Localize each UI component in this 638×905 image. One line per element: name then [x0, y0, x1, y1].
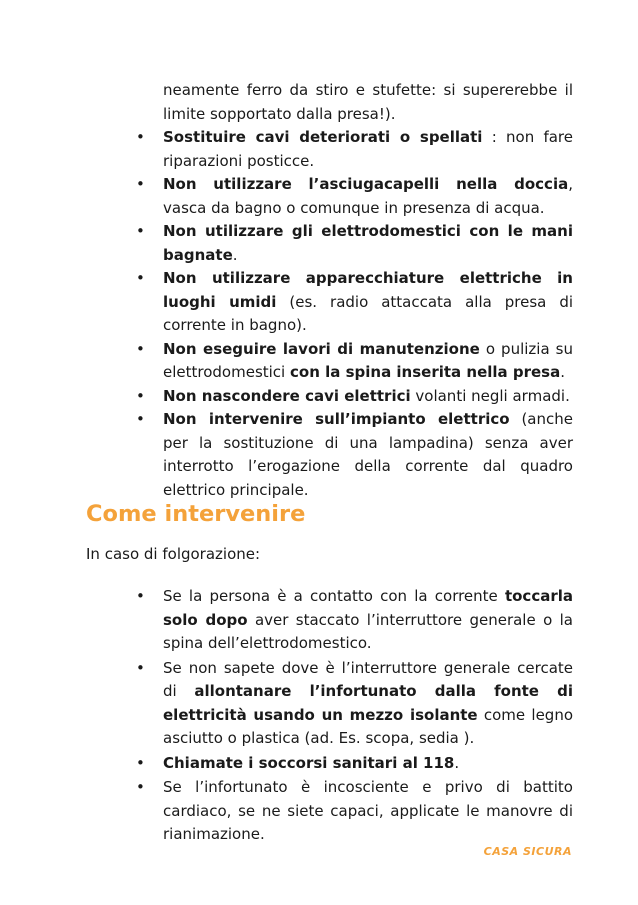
rule-text-2: . — [560, 363, 566, 381]
safety-rules-list — [136, 79, 574, 502]
bullet-icon: • — [136, 269, 145, 287]
rule-bold-text-2: con la spina inserita nella presa — [290, 363, 561, 381]
rule-bold-text: Non utilizzare apparecchiature elettriche in luoghi umidi — [163, 269, 573, 311]
list-item — [136, 657, 574, 751]
rule-text: (anche per la sostituzione di una lampadina) senza aver interrotto l’erogazione della corrente dal quadro elettrico principale. — [163, 410, 573, 499]
rule-text: o pulizia su elettrodomestici — [163, 339, 573, 381]
rule-text: (es. radio attaccata alla presa di corrente in bagno). — [163, 292, 574, 334]
rule-text: : non fare riparazioni posticce. — [163, 128, 573, 170]
bullet-icon: • — [136, 222, 145, 240]
bullet-icon: • — [136, 128, 145, 146]
step-text: Se l’infortunato è incosciente e privo di battito cardiaco, se ne siete capaci, applicate le manovre di rianimazione. — [163, 778, 573, 843]
rule-text: , vasca da bagno o comunque in presenza di acqua. — [163, 175, 573, 217]
list-item — [136, 408, 573, 502]
bullet-icon: • — [136, 658, 145, 677]
list-item — [136, 385, 573, 409]
list-item — [136, 752, 573, 776]
bullet-icon: • — [136, 410, 145, 428]
list-item — [136, 267, 574, 338]
footer-brand: CASA SICURA — [483, 845, 572, 858]
rule-bold-text: Non utilizzare gli elettrodomestici con le mani bagnate — [163, 222, 573, 264]
bullet-icon: • — [136, 175, 145, 193]
section-heading: Come intervenire — [86, 501, 306, 527]
intervention-steps-list — [136, 585, 574, 847]
rule-bold-text: Non nascondere cavi elettrici — [163, 386, 411, 405]
rule-bold-text: Non utilizzare l’asciugacapelli nella doccia — [163, 175, 569, 193]
step-text: Se non sapete dove è l’interruttore generale cercate di — [163, 658, 573, 700]
list-item — [136, 776, 573, 847]
list-item-continuation — [163, 79, 573, 126]
list-item — [136, 585, 573, 656]
rule-bold-text: Sostituire cavi deteriorati o spellati — [163, 128, 483, 146]
list-item — [136, 126, 573, 173]
step-text-2: come legno asciutto o plastica (ad. Es. scopa, sedia ). — [163, 705, 574, 747]
rule-bold-text: Non intervenire sull’impianto elettrico — [163, 410, 510, 428]
intro-text: In caso di folgorazione: — [86, 545, 261, 563]
step-text: . — [454, 753, 460, 772]
list-item — [136, 338, 573, 385]
bullet-icon: • — [136, 386, 145, 405]
step-bold-text: Chiamate i soccorsi sanitari al 118 — [163, 753, 455, 772]
continuation-text: neamente ferro da stiro e stufette: si supererebbe il limite sopportato dalla presa!). — [163, 81, 573, 123]
step-text: Se la persona è a contatto con la corrente — [163, 587, 505, 605]
bullet-icon: • — [136, 339, 145, 358]
step-bold-text: toccarla solo dopo — [163, 587, 573, 629]
list-item — [136, 173, 573, 220]
list-item — [136, 220, 573, 267]
bullet-icon: • — [136, 587, 145, 605]
rule-text: volanti negli armadi. — [410, 386, 570, 405]
rule-text: . — [232, 245, 238, 264]
rule-bold-text: Non eseguire lavori di manutenzione — [163, 339, 480, 358]
bullet-icon: • — [136, 753, 145, 772]
bullet-icon: • — [136, 778, 145, 796]
step-text-2: aver staccato l’interruttore generale o la spina dell’elettrodomestico. — [163, 610, 573, 652]
step-bold-text: allontanare l’infortunato dalla fonte di elettricità usando un mezzo isolante — [163, 682, 573, 724]
